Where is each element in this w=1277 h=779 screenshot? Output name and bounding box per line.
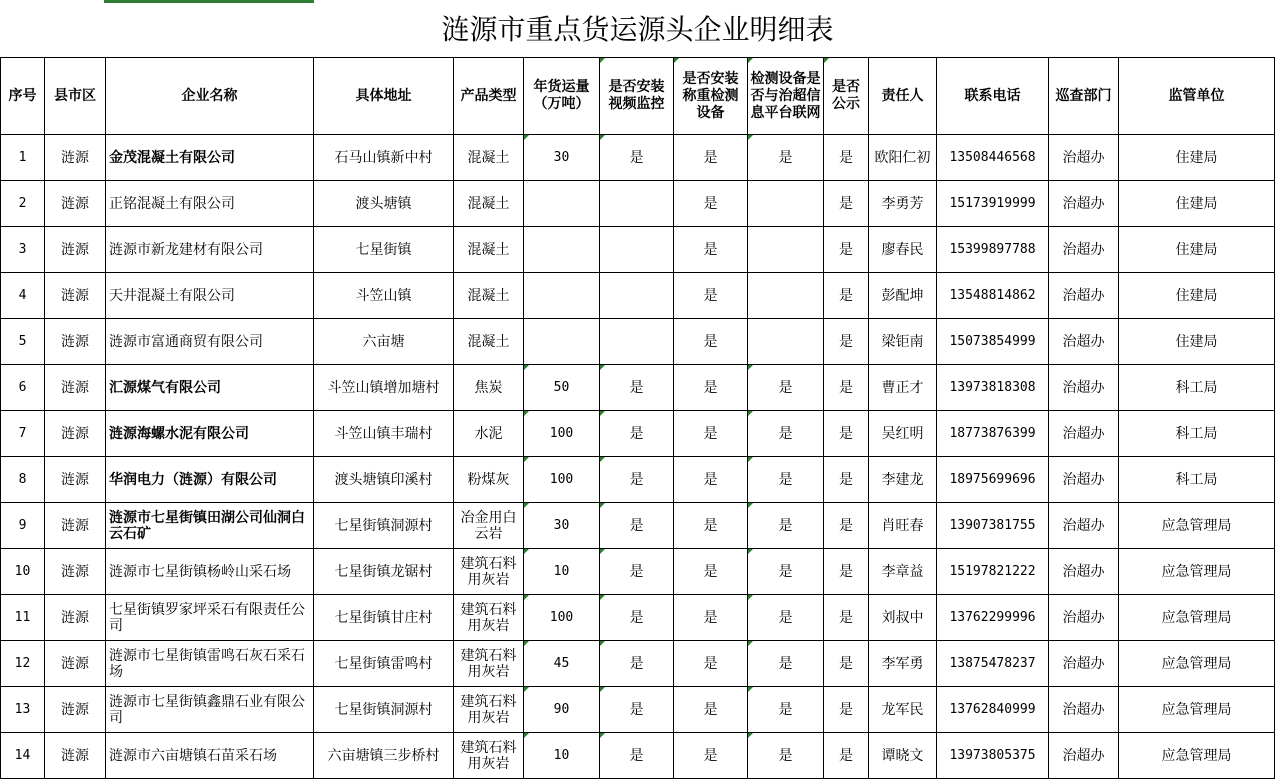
cell-supervisor[interactable]: 应急管理局	[1119, 641, 1275, 687]
cell-weigh[interactable]: 是	[674, 687, 748, 733]
cell-phone[interactable]: 18975699696	[937, 457, 1049, 503]
cell-network[interactable]: 是	[748, 411, 824, 457]
cell-video[interactable]	[600, 181, 674, 227]
cell-product[interactable]: 建筑石料用灰岩	[454, 733, 524, 779]
cell-county[interactable]: 涟源	[45, 227, 106, 273]
cell-no[interactable]: 12	[1, 641, 45, 687]
cell-product[interactable]: 焦炭	[454, 365, 524, 411]
cell-county[interactable]: 涟源	[45, 365, 106, 411]
cell-phone[interactable]: 15073854999	[937, 319, 1049, 365]
table-row	[1, 641, 1275, 687]
cell-address[interactable]: 七星街镇洞源村	[314, 503, 454, 549]
cell-company[interactable]: 涟源市七星街镇鑫鼎石业有限公司	[106, 687, 314, 733]
cell-company[interactable]: 华润电力（涟源）有限公司	[106, 457, 314, 503]
cell-county[interactable]: 涟源	[45, 549, 106, 595]
cell-address[interactable]: 七星街镇	[314, 227, 454, 273]
cell-no[interactable]: 11	[1, 595, 45, 641]
cell-weigh[interactable]: 是	[674, 227, 748, 273]
cell-company[interactable]: 天井混凝土有限公司	[106, 273, 314, 319]
cell-no[interactable]: 14	[1, 733, 45, 779]
cell-county[interactable]: 涟源	[45, 457, 106, 503]
cell-county[interactable]: 涟源	[45, 135, 106, 181]
cell-publicized[interactable]: 是	[824, 687, 869, 733]
cell-supervisor[interactable]: 应急管理局	[1119, 595, 1275, 641]
cell-video[interactable]: 是	[600, 503, 674, 549]
cell-patrol[interactable]: 治超办	[1049, 273, 1119, 319]
cell-patrol[interactable]: 治超办	[1049, 595, 1119, 641]
cell-publicized[interactable]: 是	[824, 733, 869, 779]
cell-phone[interactable]: 13973805375	[937, 733, 1049, 779]
cell-company[interactable]: 涟源市六亩塘镇石苗采石场	[106, 733, 314, 779]
cell-patrol[interactable]: 治超办	[1049, 687, 1119, 733]
cell-person[interactable]: 肖旺春	[869, 503, 937, 549]
cell-product[interactable]: 粉煤灰	[454, 457, 524, 503]
cell-patrol[interactable]: 治超办	[1049, 411, 1119, 457]
column-header: 检测设备是否与治超信息平台联网	[748, 58, 824, 135]
cell-weigh[interactable]: 是	[674, 411, 748, 457]
cell-person[interactable]: 龙军民	[869, 687, 937, 733]
cell-volume[interactable]: 100	[524, 457, 600, 503]
cell-publicized[interactable]: 是	[824, 503, 869, 549]
cell-address[interactable]: 六亩塘	[314, 319, 454, 365]
table-row	[1, 687, 1275, 733]
cell-company[interactable]: 涟源市七星街镇雷鸣石灰石采石场	[106, 641, 314, 687]
cell-video[interactable]: 是	[600, 733, 674, 779]
cell-phone[interactable]: 13907381755	[937, 503, 1049, 549]
cell-weigh[interactable]: 是	[674, 365, 748, 411]
cell-patrol[interactable]: 治超办	[1049, 549, 1119, 595]
cell-volume[interactable]: 100	[524, 595, 600, 641]
cell-network[interactable]: 是	[748, 135, 824, 181]
table-row	[1, 503, 1275, 549]
cell-video[interactable]: 是	[600, 641, 674, 687]
cell-volume[interactable]: 30	[524, 503, 600, 549]
cell-video[interactable]: 是	[600, 411, 674, 457]
cell-address[interactable]: 渡头塘镇印溪村	[314, 457, 454, 503]
cell-product[interactable]: 建筑石料用灰岩	[454, 641, 524, 687]
cell-no[interactable]: 9	[1, 503, 45, 549]
cell-company[interactable]: 汇源煤气有限公司	[106, 365, 314, 411]
cell-product[interactable]: 建筑石料用灰岩	[454, 549, 524, 595]
header-row	[1, 58, 1275, 135]
cell-video[interactable]: 是	[600, 365, 674, 411]
cell-county[interactable]: 涟源	[45, 411, 106, 457]
column-header: 责任人	[869, 58, 937, 135]
cell-county[interactable]: 涟源	[45, 503, 106, 549]
cell-network[interactable]: 是	[748, 733, 824, 779]
cell-address[interactable]: 七星街镇龙锯村	[314, 549, 454, 595]
cell-volume[interactable]: 10	[524, 549, 600, 595]
cell-supervisor[interactable]: 应急管理局	[1119, 733, 1275, 779]
cell-weigh[interactable]: 是	[674, 641, 748, 687]
cell-company[interactable]: 正铭混凝土有限公司	[106, 181, 314, 227]
column-header: 巡查部门	[1049, 58, 1119, 135]
cell-product[interactable]: 混凝土	[454, 273, 524, 319]
cell-publicized[interactable]: 是	[824, 273, 869, 319]
cell-weigh[interactable]: 是	[674, 181, 748, 227]
cell-network[interactable]	[748, 319, 824, 365]
cell-patrol[interactable]: 治超办	[1049, 641, 1119, 687]
table-row	[1, 457, 1275, 503]
cell-supervisor[interactable]: 住建局	[1119, 319, 1275, 365]
cell-video[interactable]: 是	[600, 457, 674, 503]
cell-product[interactable]: 冶金用白云岩	[454, 503, 524, 549]
cell-county[interactable]: 涟源	[45, 319, 106, 365]
cell-supervisor[interactable]: 住建局	[1119, 135, 1275, 181]
cell-weigh[interactable]: 是	[674, 273, 748, 319]
cell-address[interactable]: 石马山镇新中村	[314, 135, 454, 181]
table-row	[1, 733, 1275, 779]
cell-video[interactable]: 是	[600, 549, 674, 595]
cell-network[interactable]: 是	[748, 687, 824, 733]
cell-person[interactable]: 梁钜南	[869, 319, 937, 365]
cell-publicized[interactable]: 是	[824, 411, 869, 457]
cell-product[interactable]: 混凝土	[454, 135, 524, 181]
cell-phone[interactable]: 15197821222	[937, 549, 1049, 595]
cell-person[interactable]: 李章益	[869, 549, 937, 595]
cell-network[interactable]: 是	[748, 457, 824, 503]
cell-network[interactable]: 是	[748, 365, 824, 411]
cell-weigh[interactable]: 是	[674, 733, 748, 779]
cell-product[interactable]: 混凝土	[454, 319, 524, 365]
cell-supervisor[interactable]: 科工局	[1119, 411, 1275, 457]
cell-phone[interactable]: 13508446568	[937, 135, 1049, 181]
table-row	[1, 273, 1275, 319]
cell-patrol[interactable]: 治超办	[1049, 135, 1119, 181]
cell-volume[interactable]: 100	[524, 411, 600, 457]
cell-volume[interactable]	[524, 273, 600, 319]
cell-network[interactable]	[748, 273, 824, 319]
cell-address[interactable]: 六亩塘镇三步桥村	[314, 733, 454, 779]
cell-county[interactable]: 涟源	[45, 687, 106, 733]
cell-person[interactable]: 廖春民	[869, 227, 937, 273]
cell-weigh[interactable]: 是	[674, 457, 748, 503]
cell-video[interactable]	[600, 319, 674, 365]
cell-supervisor[interactable]: 住建局	[1119, 227, 1275, 273]
cell-company[interactable]: 七星街镇罗家坪采石有限责任公司	[106, 595, 314, 641]
table-row	[1, 319, 1275, 365]
cell-no[interactable]: 13	[1, 687, 45, 733]
cell-company[interactable]: 涟源市新龙建材有限公司	[106, 227, 314, 273]
cell-county[interactable]: 涟源	[45, 595, 106, 641]
cell-patrol[interactable]: 治超办	[1049, 457, 1119, 503]
cell-person[interactable]: 李勇芳	[869, 181, 937, 227]
cell-network[interactable]	[748, 227, 824, 273]
cell-no[interactable]: 8	[1, 457, 45, 503]
cell-company[interactable]: 涟源市七星街镇田湖公司仙洞白云石矿	[106, 503, 314, 549]
cell-company[interactable]: 涟源市七星街镇杨岭山采石场	[106, 549, 314, 595]
cell-volume[interactable]	[524, 227, 600, 273]
cell-no[interactable]: 7	[1, 411, 45, 457]
cell-person[interactable]: 刘叔中	[869, 595, 937, 641]
cell-supervisor[interactable]: 科工局	[1119, 365, 1275, 411]
cell-weigh[interactable]: 是	[674, 549, 748, 595]
column-header: 企业名称	[106, 58, 314, 135]
cell-network[interactable]: 是	[748, 503, 824, 549]
cell-company[interactable]: 金茂混凝土有限公司	[106, 135, 314, 181]
cell-patrol[interactable]: 治超办	[1049, 503, 1119, 549]
cell-phone[interactable]: 15173919999	[937, 181, 1049, 227]
cell-no[interactable]: 3	[1, 227, 45, 273]
cell-phone[interactable]: 13548814862	[937, 273, 1049, 319]
column-header: 是否安装称重检测设备	[674, 58, 748, 135]
cell-patrol[interactable]: 治超办	[1049, 319, 1119, 365]
cell-person[interactable]: 李军勇	[869, 641, 937, 687]
table-row	[1, 595, 1275, 641]
column-header: 是否公示	[824, 58, 869, 135]
cell-phone[interactable]: 13973818308	[937, 365, 1049, 411]
cell-publicized[interactable]: 是	[824, 549, 869, 595]
cell-product[interactable]: 水泥	[454, 411, 524, 457]
cell-volume[interactable]: 50	[524, 365, 600, 411]
cell-volume[interactable]	[524, 319, 600, 365]
table-row	[1, 365, 1275, 411]
cell-publicized[interactable]: 是	[824, 135, 869, 181]
column-header: 具体地址	[314, 58, 454, 135]
cell-weigh[interactable]: 是	[674, 503, 748, 549]
cell-volume[interactable]: 90	[524, 687, 600, 733]
cell-person[interactable]: 谭晓文	[869, 733, 937, 779]
cell-network[interactable]	[748, 181, 824, 227]
cell-address[interactable]: 渡头塘镇	[314, 181, 454, 227]
cell-network[interactable]: 是	[748, 641, 824, 687]
cell-patrol[interactable]: 治超办	[1049, 181, 1119, 227]
cell-patrol[interactable]: 治超办	[1049, 227, 1119, 273]
cell-product[interactable]: 混凝土	[454, 181, 524, 227]
cell-no[interactable]: 2	[1, 181, 45, 227]
cell-product[interactable]: 建筑石料用灰岩	[454, 687, 524, 733]
cell-no[interactable]: 6	[1, 365, 45, 411]
cell-county[interactable]: 涟源	[45, 641, 106, 687]
column-header: 是否安装视频监控	[600, 58, 674, 135]
cell-publicized[interactable]: 是	[824, 365, 869, 411]
cell-person[interactable]: 李建龙	[869, 457, 937, 503]
cell-person[interactable]: 曹正才	[869, 365, 937, 411]
table-row	[1, 135, 1275, 181]
cell-phone[interactable]: 18773876399	[937, 411, 1049, 457]
cell-volume[interactable]: 45	[524, 641, 600, 687]
cell-address[interactable]: 七星街镇洞源村	[314, 687, 454, 733]
cell-person[interactable]: 彭配坤	[869, 273, 937, 319]
cell-publicized[interactable]: 是	[824, 319, 869, 365]
cell-no[interactable]: 4	[1, 273, 45, 319]
cell-company[interactable]: 涟源海螺水泥有限公司	[106, 411, 314, 457]
cell-weigh[interactable]: 是	[674, 595, 748, 641]
table-row	[1, 181, 1275, 227]
cell-phone[interactable]: 15399897788	[937, 227, 1049, 273]
cell-address[interactable]: 斗笠山镇丰瑞村	[314, 411, 454, 457]
cell-company[interactable]: 涟源市富通商贸有限公司	[106, 319, 314, 365]
cell-county[interactable]: 涟源	[45, 273, 106, 319]
cell-county[interactable]: 涟源	[45, 733, 106, 779]
cell-no[interactable]: 10	[1, 549, 45, 595]
cell-supervisor[interactable]: 应急管理局	[1119, 687, 1275, 733]
cell-volume[interactable]	[524, 181, 600, 227]
cell-patrol[interactable]: 治超办	[1049, 733, 1119, 779]
cell-phone[interactable]: 13762840999	[937, 687, 1049, 733]
table-row	[1, 411, 1275, 457]
table-row	[1, 227, 1275, 273]
cell-supervisor[interactable]: 住建局	[1119, 181, 1275, 227]
cell-phone[interactable]: 13875478237	[937, 641, 1049, 687]
cell-weigh[interactable]: 是	[674, 319, 748, 365]
cell-publicized[interactable]: 是	[824, 595, 869, 641]
cell-product[interactable]: 建筑石料用灰岩	[454, 595, 524, 641]
cell-supervisor[interactable]: 应急管理局	[1119, 549, 1275, 595]
cell-product[interactable]: 混凝土	[454, 227, 524, 273]
column-header: 联系电话	[937, 58, 1049, 135]
cell-video[interactable]: 是	[600, 687, 674, 733]
cell-address[interactable]: 斗笠山镇	[314, 273, 454, 319]
cell-county[interactable]: 涟源	[45, 181, 106, 227]
column-header: 年货运量（万吨）	[524, 58, 600, 135]
cell-weigh[interactable]: 是	[674, 135, 748, 181]
cell-address[interactable]: 七星街镇雷鸣村	[314, 641, 454, 687]
cell-person[interactable]: 欧阳仁初	[869, 135, 937, 181]
cell-no[interactable]: 5	[1, 319, 45, 365]
table-row	[1, 549, 1275, 595]
cell-publicized[interactable]: 是	[824, 457, 869, 503]
cell-volume[interactable]: 10	[524, 733, 600, 779]
column-header: 县市区	[45, 58, 106, 135]
cell-network[interactable]: 是	[748, 595, 824, 641]
column-header: 监管单位	[1119, 58, 1275, 135]
cell-address[interactable]: 斗笠山镇增加塘村	[314, 365, 454, 411]
cell-address[interactable]: 七星街镇甘庄村	[314, 595, 454, 641]
cell-video[interactable]	[600, 273, 674, 319]
cell-supervisor[interactable]: 应急管理局	[1119, 503, 1275, 549]
cell-publicized[interactable]: 是	[824, 227, 869, 273]
cell-phone[interactable]: 13762299996	[937, 595, 1049, 641]
cell-no[interactable]: 1	[1, 135, 45, 181]
cell-patrol[interactable]: 治超办	[1049, 365, 1119, 411]
cell-volume[interactable]: 30	[524, 135, 600, 181]
cell-video[interactable]: 是	[600, 595, 674, 641]
cell-video[interactable]	[600, 227, 674, 273]
cell-publicized[interactable]: 是	[824, 641, 869, 687]
cell-person[interactable]: 吴红明	[869, 411, 937, 457]
cell-supervisor[interactable]: 科工局	[1119, 457, 1275, 503]
cell-video[interactable]: 是	[600, 135, 674, 181]
page-title: 涟源市重点货运源头企业明细表	[1, 0, 1275, 58]
column-header: 序号	[1, 58, 45, 135]
column-header: 产品类型	[454, 58, 524, 135]
cell-network[interactable]: 是	[748, 549, 824, 595]
cell-supervisor[interactable]: 住建局	[1119, 273, 1275, 319]
cell-publicized[interactable]: 是	[824, 181, 869, 227]
